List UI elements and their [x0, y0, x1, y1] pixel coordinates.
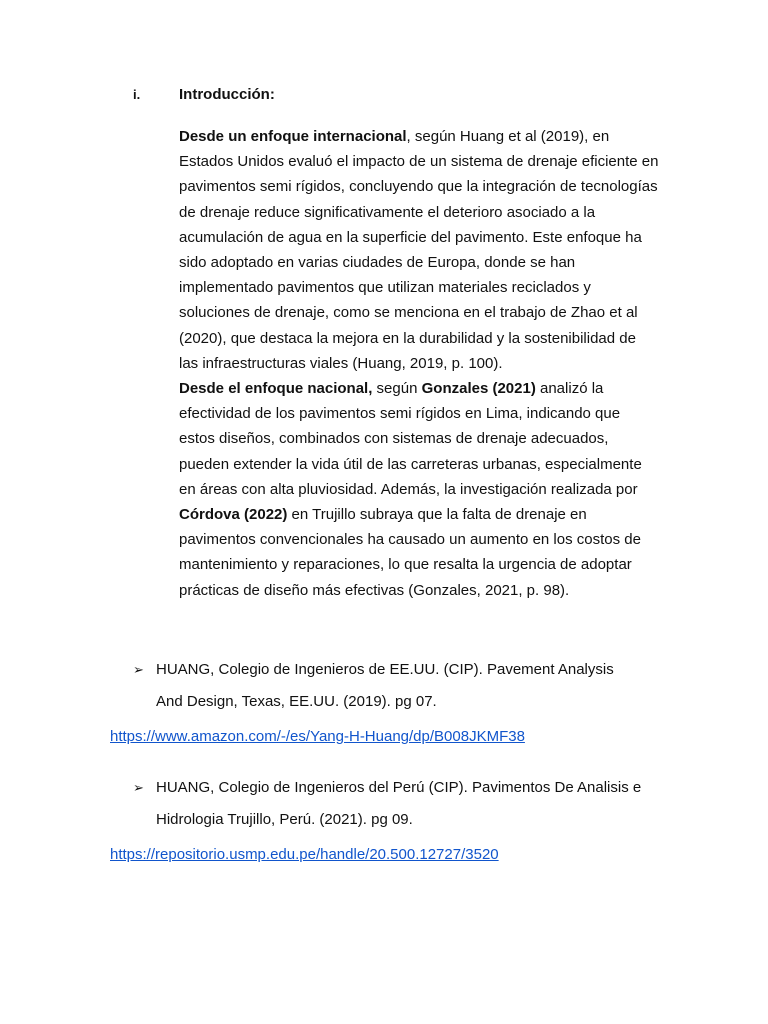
arrow-bullet-icon: ➢: [133, 780, 144, 795]
bold-phrase: Desde un enfoque internacional: [179, 128, 407, 145]
reference-item: [133, 660, 733, 724]
arrow-bullet-icon: ➢: [133, 662, 144, 677]
paragraph-national: [179, 376, 659, 603]
reference-link[interactable]: https://www.amazon.com/-/es/Yang-H-Huang/dp/B008JKMF38: [110, 728, 525, 745]
reference-text: HUANG, Colegio de Ingenieros del Perú (CIP). Pavimentos De Analisis e: [156, 779, 642, 796]
paragraph-international: [179, 124, 659, 376]
reference-item: [133, 778, 733, 842]
paragraph-text: según: [372, 380, 422, 398]
bold-phrase: Desde el enfoque nacional,: [179, 380, 373, 398]
reference-line: And Design, Texas, EE.UU. (2019). pg 07.: [156, 693, 437, 710]
paragraph-text: en Trujillo subraya que la falta de drenaje en pavimentos convencionales ha causado un aumento en los costos de mantenimiento y reparaciones, lo que resalta la urgencia de adoptar prácticas de diseño más efectivas (Gonzales, 2021, p. 98).: [179, 506, 641, 599]
reference-line: Hidrologia Trujillo, Perú. (2021). pg 09.: [156, 811, 413, 828]
bold-citation: Gonzales (2021): [421, 380, 536, 398]
section-heading: [133, 85, 693, 105]
reference-line: [133, 660, 733, 692]
reference-text: HUANG, Colegio de Ingenieros de EE.UU. (CIP). Pavement Analysis: [156, 661, 614, 678]
intro-body: [179, 124, 659, 603]
paragraph-text: , según Huang et al (2019), en Estados Unidos evaluó el impacto de un sistema de drenaje eficiente en pavimentos semi rígidos, concluyendo que la integración de tecnologías de drenaje reduce significativamente el deterioro asociado a la acumulación de agua en la superficie del pavimento. Este enfoque ha sido adoptado en varias ciudades de Europa, donde se han implementado pavimentos que utilizan materiales reciclados y soluciones de drenaje, como se menciona en el trabajo de Zhao et al (2020), que destaca la mejora en la durabilidad y la sostenibilidad de las infraestructuras viales (Huang, 2019, p. 100).: [179, 128, 659, 372]
bold-citation: Córdova (2022): [179, 506, 288, 524]
reference-line: [133, 778, 733, 810]
section-title: Introducción:: [179, 86, 275, 103]
paragraph-text: analizó la efectividad de los pavimentos semi rígidos en Lima, indicando que estos diseños, combinados con sistemas de drenaje adecuados, pueden extender la vida útil de las carreteras urbanas, especialmente en áreas con alta pluviosidad. Además, la investigación realizada por: [179, 380, 642, 498]
section-number: i.: [133, 87, 141, 102]
reference-link[interactable]: https://repositorio.usmp.edu.pe/handle/20.500.12727/3520: [110, 846, 499, 863]
